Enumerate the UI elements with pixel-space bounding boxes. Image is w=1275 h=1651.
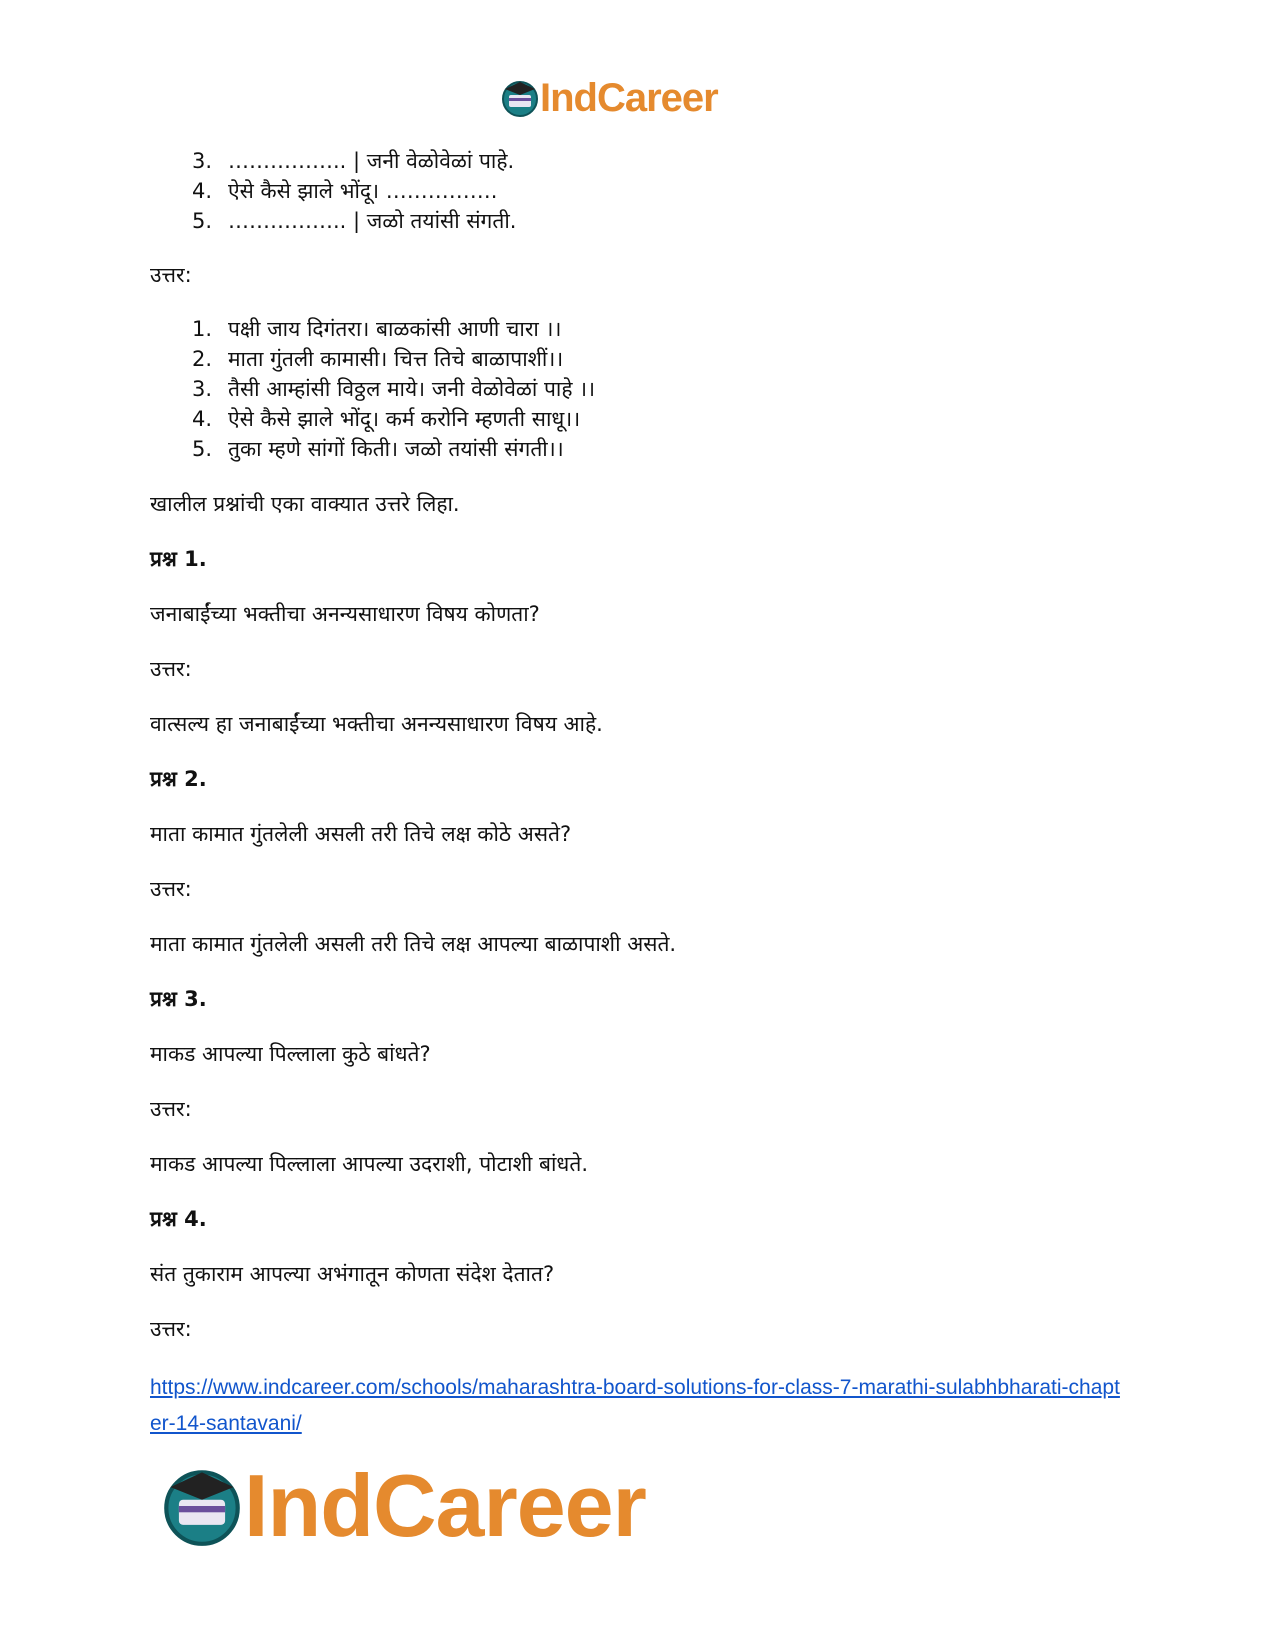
instruction-text: खालील प्रश्नांची एका वाक्यात उत्तरे लिहा. [150, 492, 460, 516]
question-text: माकड आपल्या पिल्लाला कुठे बांधते? [150, 1042, 431, 1066]
header-logo [500, 78, 718, 118]
list-item: 3. …………….. | जनी वेळोवेळां पाहे. [191, 149, 515, 173]
answer-label: उत्तर: [150, 263, 192, 287]
answer-label: उत्तर: [150, 1317, 192, 1341]
question-text: जनाबाईंच्या भक्तीचा अनन्यसाधारण विषय कोणता? [150, 602, 540, 626]
brand-name: IndCareer [540, 76, 718, 120]
graduation-cap-globe-icon [500, 78, 540, 118]
question-label: प्रश्न 4. [150, 1207, 207, 1231]
answer-text: वात्सल्य हा जनाबाईंच्या भक्तीचा अनन्यसाधारण विषय आहे. [150, 712, 603, 736]
answer-label: उत्तर: [150, 877, 192, 901]
list-item: 2. माता गुंतली कामासी। चित्त तिचे बाळापाशीं।। [191, 347, 564, 371]
answer-label: उत्तर: [150, 1097, 192, 1121]
brand-name: IndCareer [244, 1456, 646, 1555]
question-text: माता कामात गुंतलेली असली तरी तिचे लक्ष कोठे असते? [150, 822, 572, 846]
question-label: प्रश्न 2. [150, 767, 207, 791]
list-item: 4. ऐसे कैसे झाले भोंदू। कर्म करोनि म्हणती साधू।। [191, 407, 581, 431]
answer-list [150, 314, 1130, 464]
question-label: प्रश्न 1. [150, 547, 207, 571]
answer-text: माता कामात गुंतलेली असली तरी तिचे लक्ष आपल्या बाळापाशी असते. [150, 932, 677, 956]
answer-text: माकड आपल्या पिल्लाला आपल्या उदराशी, पोटाशी बांधते. [150, 1152, 588, 1176]
list-item: 5. …………….. | जळो तयांसी संगती. [191, 209, 517, 233]
list-item: 4. ऐसे कैसे झाले भोंदू। ……………. [191, 179, 498, 203]
question-label: प्रश्न 3. [150, 987, 207, 1011]
list-item: 1. पक्षी जाय दिगंतरा। बाळकांसी आणी चारा ।। [191, 317, 562, 341]
list-item: 3. तैसी आम्हांसी विठ्ठल माये। जनी वेळोवेळां पाहे ।। [191, 377, 596, 401]
fill-in-blank-list [150, 146, 1130, 236]
document-body [150, 146, 1130, 1442]
footer-logo [160, 1456, 646, 1555]
graduation-cap-globe-icon [160, 1464, 244, 1548]
question-text: संत तुकाराम आपल्या अभंगातून कोणता संदेश देतात? [150, 1262, 555, 1286]
source-link[interactable]: https://www.indcareer.com/schools/maharashtra-board-solutions-for-class-7-marathi-sulabhbharati-chapter-14-santavani/ [150, 1376, 1120, 1435]
answer-label: उत्तर: [150, 657, 192, 681]
list-item: 5. तुका म्हणे सांगों किती। जळो तयांसी संगती।। [191, 437, 564, 461]
